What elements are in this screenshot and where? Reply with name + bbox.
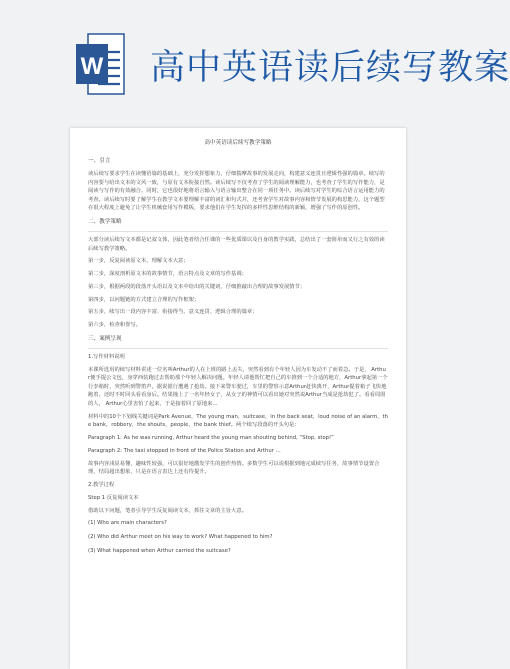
paragraph: 读后续写要求学生在读懂语篇的基础上，充分发挥想象力，仔细揣摩故事的发展走向，构建意义连贯且逻辑性强的篇章。续写的内容要与给出文本的文风一致，与原有文本衔接自然。读后续写不仅考查了学生的阅读理解能力，也考查了学生的写作能力，是阅读与写作的有效融合。同时，它也很好地将语言输入与语言输出整合在同一项任务中。读后续写对学生的综合语言运用能力的考查。读后续写时要了解学生在教学文本要理解丰富的词汇和句式并，还考查学生对故事内容和情节发展的构思能力，这个题型在很大程度上避免了让学生机械套用写作模板，要求他们在学生发挥的多样性思维结构的新颖，增强了写作的原创性。 — [88, 171, 385, 212]
section-divider — [88, 348, 388, 349]
paragraph: 本课所选用的续写材料讲述一位名叫Arthur的人在上班的路上丢失，突然看到有个年轻人因为车发动不了而着急。于是， Arthur便手提公文包，身穿西装跑过去帮助那个年轻人解决问题。年轻人请他帮忙把自己的车推到一个合适的地方，Arthur拿起第一个行李箱时，突然听到警笛声，据说银行遭遇了抢劫。接下来警车驶过，车里的警察示意Arthur赶快离开，Arthur提着箱子飞快地跑着，还时不时回头看看身后。结果撞上了一名年轻女子，从女子的神情可以看出她对突然说Arthur当成是抢劫犯了。看看周围的人， Arthur心里害怕了起来，于是接着回了原地来… — [88, 366, 388, 407]
word-document-icon — [76, 34, 124, 94]
paragraph: 1.写作材料说明 — [88, 353, 125, 360]
document-body — [88, 152, 388, 561]
paragraph: 第一步，反复阅读原文本，理解文本大意； — [88, 258, 189, 265]
document-page — [70, 128, 406, 669]
paragraph: 大部分读后续写文本都是记叙文体，因此笔者结合任课的一些优质课以及自身的教学实践，总结出了一套简单而又行之有效的读后续写教学策略。 — [88, 236, 385, 252]
paragraph: Paragraph 1: As he was running, Arthur heard the young man shouting behind, “Stop, stop!” — [88, 435, 334, 442]
paragraph: 第二步，深度剖析原文本的故事情节，语言特点及文章的写作基调； — [88, 271, 247, 278]
question-item: (1) Who are main characters? — [88, 520, 167, 527]
paragraph: 故事内容浅显易懂，趣味性较强，可以很好地激发学生的创作热情。多数学生可以说根据到地完成续写任务，故事情节设置合理，结局超出想象，只是在语言表达上还有待提升。 — [88, 460, 380, 476]
question-item: (3) What happened when Arthur carried the suitcase? — [88, 548, 231, 555]
paragraph: Step 1 反复阅读文本 — [88, 494, 139, 501]
section-heading: 一、引言 — [88, 158, 111, 164]
paragraph: 第五步，续写出一段内容丰富、衔接得当、意义连贯、逻辑合理的篇章； — [88, 309, 258, 316]
paragraph: 2.教学过程 — [88, 482, 115, 489]
banner-title: 高中英语读后续写教案 — [150, 48, 510, 88]
paragraph: 第四步，以问题链的方式建立合理的写作框架； — [88, 296, 200, 303]
paragraph: 借助以下问题，笔者引导学生反复阅读文本，抓住文章的主旨大意。 — [88, 507, 247, 514]
paragraph: 第六步，检查和誊写。 — [88, 322, 141, 329]
document-title: 高中英语读后续写教学策略 — [204, 140, 272, 146]
section-heading: 三、案例呈现 — [88, 335, 122, 342]
section-heading: 二、教学策略 — [88, 218, 122, 225]
paragraph: 材料中的10个下划线关键词是Park Avenue，The young man，suitcase，in the back seat，loud noise of an alarm，the bank，robbery，the shouts，people，the bank thief。两个续写段落的开头句是： — [88, 413, 388, 429]
word-icon-letter: W — [80, 53, 104, 80]
paragraph: 第三步，根据两段的段落开头语以及文本中给出的关键词，仔细推敲出合理的故事发展情节； — [88, 283, 306, 290]
banner — [0, 0, 510, 118]
section-divider — [88, 231, 388, 232]
paragraph: Paragraph 2: The taxi stopped in front of the Police Station and Arthur … — [88, 447, 281, 454]
question-item: (2) Who did Arthur meet on his way to work? What happened to him? — [88, 534, 273, 541]
